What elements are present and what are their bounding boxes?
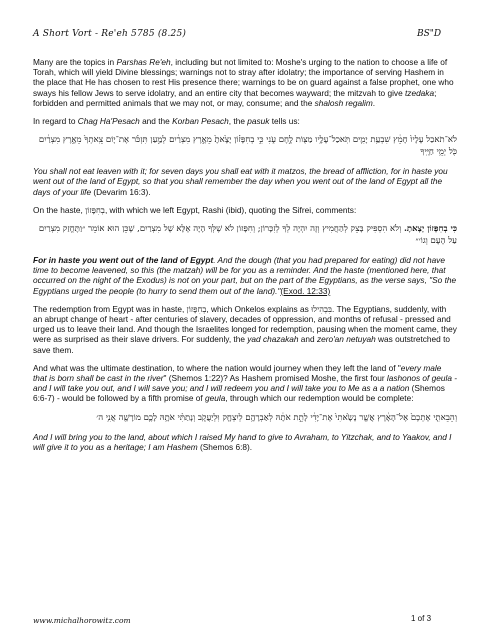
header-title: A Short Vort - Re'eh 5785 (8.25): [33, 29, 187, 39]
hebrew-rashi: כִּי בְחִפָּזוֹן יָצָאתָ. וְלֹא הִסְפִּיק בָּצֵק לְהַחֲמִיץ וְזֶה יִהְיֶה לְךָ לְזִכָּרוֹן; וְחִפָּזוֹן לֹא שֶׁלְּךָ הָיָה אֶלָּא שֶׁל מִצְרַיִם, שֶׁכֵּן הוּא אוֹמֵר ״וַתֶּחֱזַק מִצְרַיִם עַל הָעָם וְגוֹ׳״: [38, 224, 457, 247]
hebrew-verse-shemos: וְהֵבֵאתִ֤י אֶתְכֶם֙ אֶל־הָאָ֔רֶץ אֲשֶׁ֤ר נָשָׂ֙אתִי֙ אֶת־יָדִ֔י לָתֵ֣ת אֹתָ֔הּ לְאַבְרָהָ֥ם לְיִצְחָ֖ק וּֽלְיַעֲקֹ֑ב וְנָתַתִּ֨י אֹתָ֥הּ לָכֶ֛ם מוֹרָשָׁ֖ה אֲנִ֥י ה׳: [96, 412, 457, 423]
footer-website[interactable]: www.michalhorowitz.com: [33, 616, 131, 625]
paragraph-destination: And what was the ultimate destination, to where the nation would journey when they left the land of "every male that is born shall be cast in the river" (Shemos 1:22)? As Hashem promised Moshe, the first four lashonos of geula - and I will take you out, and I will save you; and I will redeem you and I will take you to Me as a a nation (Shemos 6:6-7) - would be followed by a fifth promise of geula, through which our redemption would be complete:: [33, 362, 458, 404]
translation-rashi: For in haste you went out of the land of Egypt. And the dough (that you had prepared for eating) did not have time to become leavened, so this (the matzah) will be for you as a reminder. And the haste (mentioned here, that occurred on the night of the Exodus) is not on your part, but on the part of the Egyptians, as the verse says, "So the Egyptians urged the people (to hurry to send them out of the land)."(Exod. 12:33): [33, 255, 457, 296]
exodus-reference-link[interactable]: (Exod. 12:33): [280, 285, 331, 296]
translation-devarim: You shall not eat leaven with it; for seven days you shall eat with it matzos, the bread of affliction, for in haste you went out of the land of Egypt, so that you shall remember the day when you went out of the land of Egypt all the days of your life (Devarim 16:3).: [33, 166, 448, 197]
footer-page-number: 1 of 3: [411, 614, 432, 623]
paragraph-pesach: In regard to Chag Ha'Pesach and the Korban Pesach, the pasuk tells us:: [33, 116, 300, 127]
paragraph-haste: On the haste, בְחִפָּזוֹן, with which we left Egypt, Rashi (ibid), quoting the Sifrei, comments:: [33, 204, 357, 215]
paragraph-intro: Many are the topics in Parshas Re'eh, including but not limited to: Moshe's urging to the nation to choose a life of Torah, which will yield Divine blessings; warnings not to stray after idolatry; the importance of serving Hashem in the place that He has chosen to rest His presence there; warnings to be on guard against a false prophet, one who sways his fellow Jews to serve idolatry, and an entire city that becomes wayward; the mitzvah to give tzedaka; forbidden and permitted animals that we may not, or may, consume; and the shalosh regalim.: [33, 57, 454, 108]
translation-shemos: And I will bring you to the land, about which I raised My hand to give to Avraham, to Yitzchak, and to Yaakov, and I will give it to you as a heritage; I am Hashem (Shemos 6:8).: [33, 431, 452, 452]
document-body: [33, 57, 457, 460]
paragraph-redemption: The redemption from Egypt was in haste, בְחִפָּזוֹן, which Onkelos explains as בִּבְהִילוּ. The Egyptians, suddenly, with an abrupt change of heart - after centuries of slavery, decades of oppression, and months of refusal - pressed and urged us to leave their land. And though the Israelites longed for redemption, pausing when the moment came, they were as surprised as their slave drivers. For suddenly, the yad chazakah and zero'an netuyah was outstretched to save them.: [33, 303, 457, 355]
header-mark: BS"D: [417, 29, 442, 39]
hebrew-verse-devarim: לֹא־תֹאכַל עָלָיו֙ חָמֵ֔ץ שִׁבְעַ֥ת יָמִ֛ים תֹּֽאכַל־עָלָ֥יו מַצּ֖וֹת לֶ֣חֶם עֹ֑נִי כִּ֣י בְחִפָּז֗וֹן יָצָ֙אתָ֙ מֵאֶ֣רֶץ מִצְרַ֔יִם לְמַ֣עַן תִּזְכֹּ֗ר אֶת־י֤וֹם צֵֽאתְךָ֙ מֵאֶ֣רֶץ מִצְרַ֔יִם כֹּ֖ל יְמֵ֥י חַיֶּֽיךָ: [38, 135, 457, 158]
